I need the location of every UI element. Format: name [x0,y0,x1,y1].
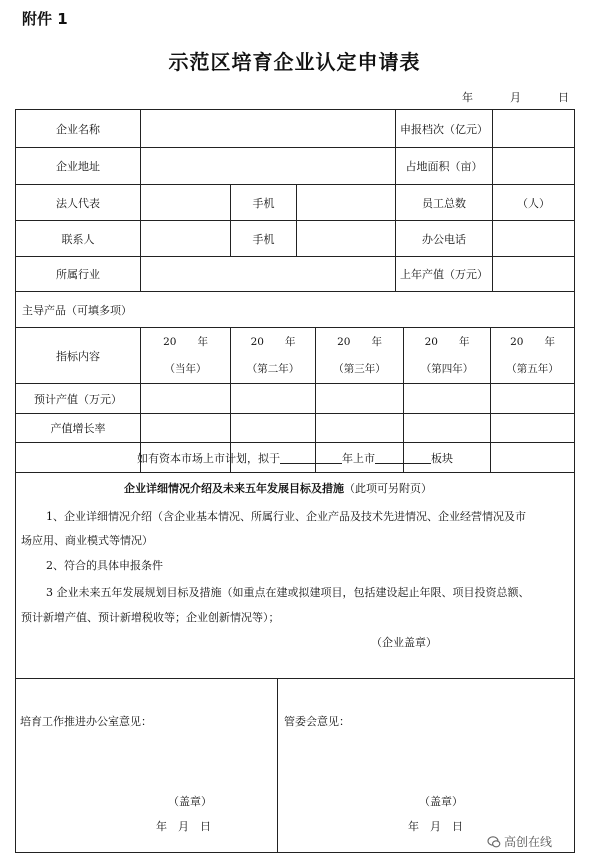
year-5-suffix: 年 [544,336,555,348]
input-declare-level[interactable] [493,110,574,147]
listing-year-blank[interactable] [280,452,342,464]
year-2-label: （第二年） [246,363,300,375]
year-1-suffix: 年 [197,336,208,348]
input-company-name[interactable] [141,110,395,147]
company-seal-label: （企业盖章） [371,636,437,649]
label-declare-level: 申报档次（亿元） [400,122,488,136]
year-5-heading [491,334,574,349]
listing-plan-text-2: 年上市 [342,451,375,465]
management-committee-opinion-label: 管委会意见： [284,715,350,728]
input-main-products[interactable] [186,292,574,327]
date-month: 月 [510,91,521,104]
management-committee-date: 年 月 日 [408,820,463,833]
year-1-prefix: 20 [163,336,177,348]
year-1-heading [141,334,230,349]
details-item-1-line-1: 1、企业详细情况介绍（含企业基本情况、所属行业、企业产品及技术先进情况、企业经营情况及市 [46,510,526,523]
label-contact: 联系人 [61,232,95,246]
details-heading [124,480,432,496]
incubation-office-seal: （盖章） [168,795,212,808]
input-last-year-output[interactable] [493,257,574,291]
input-contact[interactable] [141,221,230,256]
listing-plan-text-1: 如有资本市场上市计划，拟于 [137,451,280,465]
listing-plan-row [16,443,574,472]
year-3-heading [316,334,403,349]
label-company-name: 企业名称 [56,122,100,136]
label-legal-rep: 法人代表 [56,196,100,210]
label-office-phone: 办公电话 [422,232,466,246]
input-mobile-2[interactable] [297,221,395,256]
details-item-1-line-2: 场应用、商业模式等情况） [21,534,153,547]
year-4-suffix: 年 [458,336,470,348]
year-1-label: （当年） [164,363,207,375]
label-growth-rate: 产值增长率 [50,422,106,435]
label-last-year-output: 上年产值（万元） [400,268,488,281]
input-legal-rep[interactable] [141,185,230,220]
year-4-prefix: 20 [424,336,438,348]
input-expected-output-y3[interactable] [316,384,403,413]
input-expected-output-y4[interactable] [404,384,490,413]
input-growth-rate-y5[interactable] [491,414,574,442]
details-item-3-line-2: 预计新增产值、预计新增税收等；企业创新情况等）； [21,611,280,624]
listing-plan-text-3: 板块 [431,451,453,465]
label-mobile-2: 手机 [252,232,275,246]
input-growth-rate-y3[interactable] [316,414,403,442]
year-4-label: （第四年） [420,363,474,375]
input-growth-rate-y2[interactable] [231,414,315,442]
input-office-phone[interactable] [493,221,574,256]
details-heading-bold: 企业详细情况介绍及未来五年发展目标及措施 [124,482,344,495]
attachment-label: 附件 1 [22,10,68,28]
year-5-prefix: 20 [510,336,524,348]
details-heading-note: （此项可另附页） [344,482,432,495]
input-expected-output-y1[interactable] [141,384,230,413]
input-growth-rate-y4[interactable] [404,414,490,442]
date-line [462,89,569,105]
label-industry: 所属行业 [56,268,100,281]
label-mobile-1: 手机 [252,196,275,210]
year-2-suffix: 年 [284,336,296,348]
label-main-products: 主导产品（可填多项） [22,303,132,317]
employees-unit: （人） [517,196,550,210]
incubation-office-opinion-label: 培育工作推进办公室意见： [20,715,152,728]
year-2-heading [231,334,315,349]
label-company-address: 企业地址 [56,160,100,173]
listing-board-blank[interactable] [375,452,431,464]
year-3-label: （第三年） [333,363,386,375]
year-3-prefix: 20 [337,336,351,348]
year-2-prefix: 20 [250,336,264,348]
form-title: 示范区培育企业认定申请表 [168,50,421,74]
year-5-label: （第五年） [506,363,559,375]
label-indicator: 指标内容 [56,349,100,363]
label-employees: 员工总数 [422,196,466,210]
management-committee-seal: （盖章） [419,795,463,808]
date-day: 日 [558,91,569,104]
watermark-text: 高创在线 [504,835,553,849]
watermark [487,833,552,850]
date-year: 年 [462,91,473,104]
details-item-3-line-1: 3 企业未来五年发展规划目标及措施（如重点在建或拟建项目，包括建设起止年限、项目投资总额、 [46,586,530,599]
input-industry[interactable] [141,257,395,291]
incubation-office-date: 年 月 日 [156,820,211,833]
input-expected-output-y5[interactable] [491,384,574,413]
label-land-area: 占地面积（亩） [405,160,483,173]
application-form-table [15,109,575,853]
year-4-heading [404,334,490,349]
year-3-suffix: 年 [371,336,382,348]
input-mobile-1[interactable] [297,185,395,220]
label-expected-output: 预计产值（万元） [34,392,122,406]
details-item-2: 2、符合的具体申报条件 [46,559,163,572]
input-expected-output-y2[interactable] [231,384,315,413]
input-growth-rate-y1[interactable] [141,414,230,442]
input-company-address[interactable] [141,148,395,184]
chat-bubble-icon [487,835,501,849]
input-land-area[interactable] [493,148,574,184]
